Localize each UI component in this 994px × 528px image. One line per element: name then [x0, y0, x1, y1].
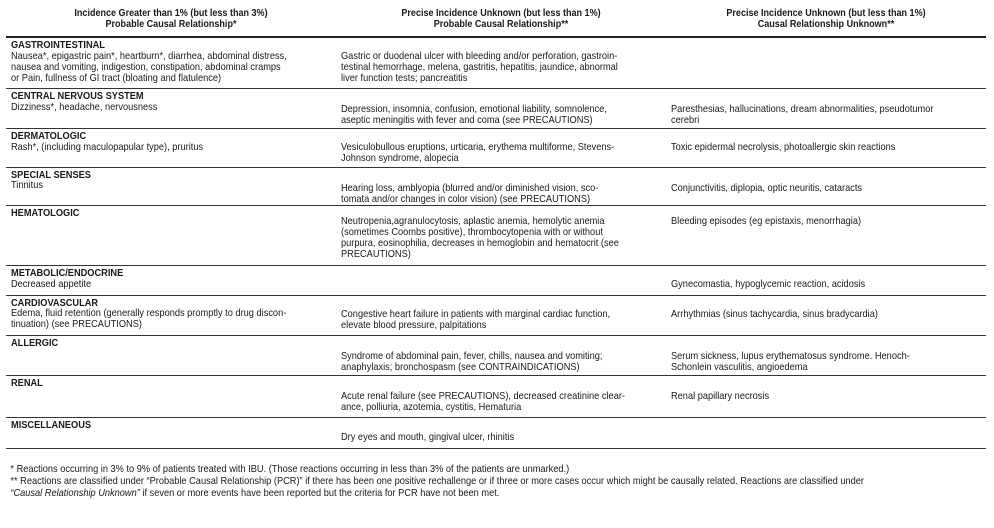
section-title: MISCELLANEOUS	[11, 419, 92, 431]
section-special-senses	[6, 168, 986, 206]
section-renal	[6, 376, 986, 418]
section-col-1: Edema, fluid retention (generally responds promptly to drug discon- tinuation) (see PRECAUTIONS)	[11, 307, 287, 330]
header-col-3	[688, 8, 963, 30]
section-col-2: Hearing loss, amblyopia (blurred and/or diminished vision, sco- tomata and/or changes in color vision) (see PRECAUTIONS)	[341, 182, 599, 205]
section-col-1: Nausea*, epigastric pain*, heartburn*, diarrhea, abdominal distress, nausea and vomiting, indigestion, constipation, abdominal cramps or Pain, fullness of GI tract (bloating and flatulence)	[11, 50, 287, 84]
header-col-2	[359, 8, 643, 30]
section-col-2: Congestive heart failure in patients with marginal cardiac function, elevate blood pressure, palpitations	[341, 308, 611, 331]
header-col-1	[29, 8, 313, 30]
section-cardiovascular	[6, 296, 986, 336]
section-col-2: Vesiculobullous eruptions, urticaria, erythema multiforme, Stevens- Johnson syndrome, alopecia	[341, 141, 615, 164]
footnotes	[6, 449, 986, 499]
adverse-reactions-table	[6, 0, 986, 499]
section-col-1: Tinnitus	[11, 179, 44, 191]
section-title: CENTRAL NERVOUS SYSTEM	[11, 90, 144, 102]
section-col-3: Paresthesias, hallucinations, dream abnormalities, pseudotumor cerebri	[671, 103, 934, 126]
section-col-1: Dizziness*, headache, nervousness	[11, 101, 158, 113]
header-col-3-line-1: Precise Incidence Unknown (but less than 1%)	[726, 7, 926, 19]
footnote-2-text-a: ** Reactions are classified under “Probable Causal Relationship (PCR)” if there has been one positive rechallenge or if three or more cases occur which might be causally related. Reactions are classified under	[10, 475, 864, 487]
section-allergic	[6, 336, 986, 376]
section-central-nervous-system	[6, 89, 986, 129]
header-col-3-line-2: Causal Relationship Unknown**	[757, 18, 895, 30]
section-title: DERMATOLOGIC	[11, 130, 87, 142]
header-col-1-line-1: Incidence Greater than 1% (but less than 3%)	[74, 7, 268, 19]
section-metabolic-endocrine	[6, 266, 986, 296]
footnote-1: * Reactions occurring in 3% to 9% of patients treated with IBU. (Those reactions occurring in less than 3% of the patients are unmarked.)	[10, 463, 570, 475]
section-col-2: Depression, insomnia, confusion, emotional liability, somnolence, aseptic meningitis with fever and coma (see PRECAUTIONS)	[341, 103, 607, 126]
section-title: METABOLIC/ENDOCRINE	[11, 267, 124, 279]
section-title: SPECIAL SENSES	[11, 169, 91, 181]
section-col-3: Gynecomastia, hypoglycemic reaction, acidosis	[671, 278, 866, 290]
section-title: GASTROINTESTINAL	[11, 39, 105, 51]
section-col-2: Dry eyes and mouth, gingival ulcer, rhinitis	[341, 431, 515, 443]
header-col-2-line-1: Precise Incidence Unknown (but less than 1%)	[401, 7, 601, 19]
section-hematologic	[6, 206, 986, 266]
section-col-2: Acute renal failure (see PRECAUTIONS), decreased creatinine clear- ance, polliuria, azotemia, cystitis, Hematuria	[341, 390, 625, 413]
section-miscellaneous	[6, 418, 986, 449]
header-col-1-line-2: Probable Causal Relationship*	[105, 18, 237, 30]
footnote-2	[6, 475, 983, 499]
section-col-3: Serum sickness, lupus erythematosus syndrome. Henoch- Schonlein vasculitis, angioedema	[671, 350, 910, 373]
section-col-3: Conjunctivitis, diplopia, optic neuritis, cataracts	[671, 182, 863, 194]
footnote-2-italic: “Causal Relationship Unknown”	[10, 487, 140, 499]
section-col-2: Neutropenia,agranulocytosis, aplastic anemia, hemolytic anemia (sometimes Coombs positive), thrombocytopenia with or without purpura, eosinophilia, decreases in hemoglobin and hematocrit (see PRECAUTIONS)	[341, 215, 619, 260]
section-title: CARDIOVASCULAR	[11, 297, 99, 309]
section-col-2: Syndrome of abdominal pain, fever, chills, nausea and vomiting; anaphylaxis; bronchospasm (see CONTRAINDICATIONS)	[341, 350, 603, 373]
section-col-2: Gastric or duodenal ulcer with bleeding and/or perforation, gastroin- testinal hemorrhage, melena, gastritis, hepatitis, jaundice, abnormal liver function tests; pancreatitis	[341, 50, 618, 84]
section-title: RENAL	[11, 377, 43, 389]
section-col-3: Toxic epidermal necrolysis, photoallergic skin reactions	[671, 141, 896, 153]
section-col-1: Rash*, (including maculopapular type), pruritus	[11, 141, 204, 153]
section-col-1: Decreased appetite	[11, 278, 92, 290]
section-dermatologic	[6, 129, 986, 168]
header-col-2-line-2: Probable Causal Relationship**	[433, 18, 569, 30]
footnote-2-text-b: if seven or more events have been reported but the criteria for PCR have not been met.	[139, 487, 500, 499]
section-title: HEMATOLOGIC	[11, 207, 80, 219]
section-gastrointestinal	[6, 38, 986, 89]
table-header	[6, 0, 986, 36]
section-col-3: Renal papillary necrosis	[671, 390, 770, 402]
section-col-3: Bleeding episodes (eg epistaxis, menorrhagia)	[671, 215, 862, 227]
section-title: ALLERGIC	[11, 337, 59, 349]
section-col-3: Arrhythmias (sinus tachycardia, sinus bradycardia)	[671, 308, 878, 320]
